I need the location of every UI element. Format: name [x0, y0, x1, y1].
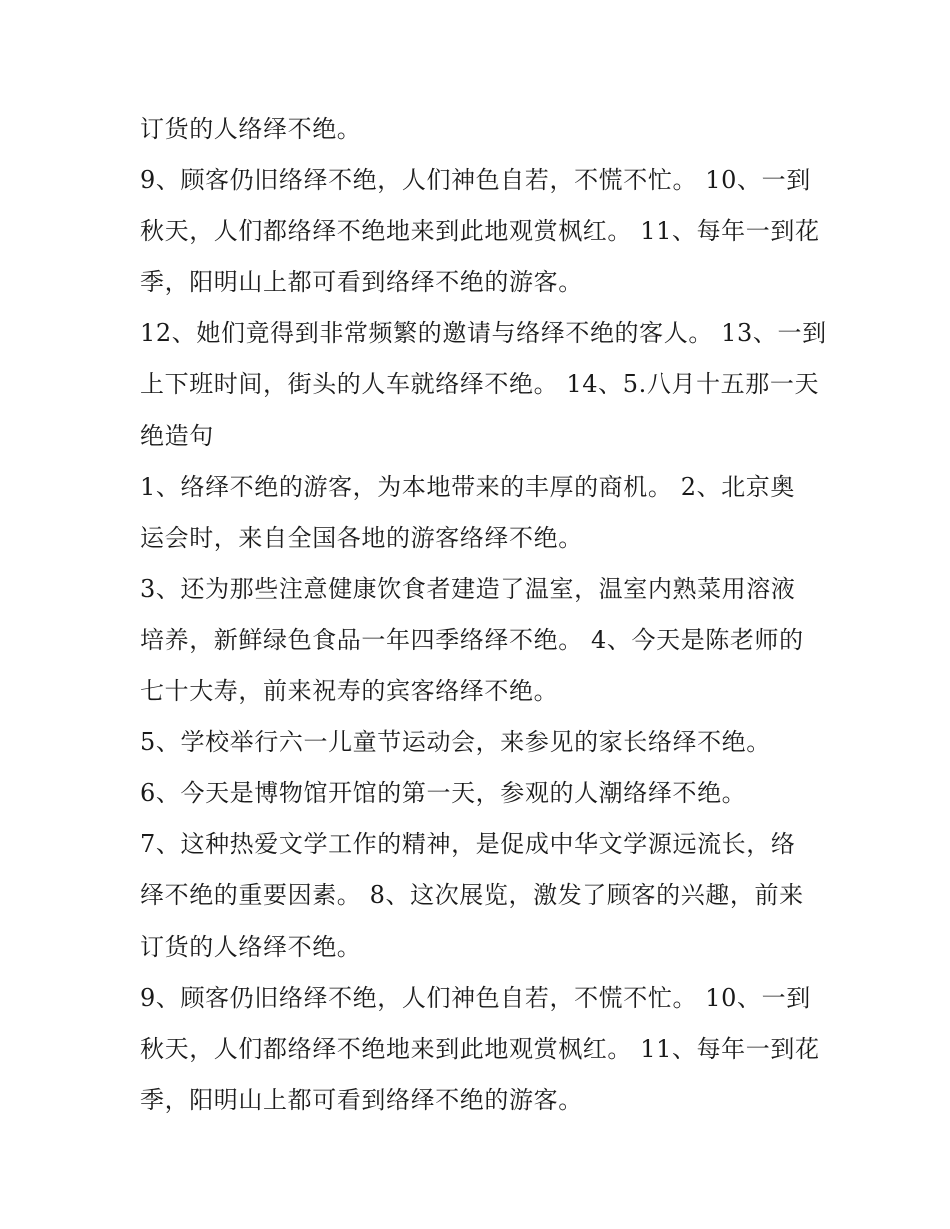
text-line: 5、学校举行六一儿童节运动会，来参见的家长络绎不绝。	[140, 728, 771, 757]
text-line: 季，阳明山上都可看到络绎不绝的游客。	[140, 268, 583, 297]
text-line: 7、这种热爱文学工作的精神，是促成中华文学源远流长，络	[140, 830, 796, 859]
text-line: 秋天，人们都络绎不绝地来到此地观赏枫红。 11、每年一到花	[140, 217, 820, 246]
text-line: 绝造句	[140, 421, 214, 450]
text-line: 培养，新鲜绿色食品一年四季络绎不绝。 4、今天是陈老师的	[140, 625, 804, 654]
text-line: 运会时，来自全国各地的游客络绎不绝。	[140, 523, 583, 552]
text-line: 订货的人络绎不绝。	[140, 115, 362, 143]
text-line: 上下班时间，街头的人车就络绎不绝。 14、5.八月十五那一天	[140, 370, 820, 399]
text-line: 12、她们竟得到非常频繁的邀请与络绎不绝的客人。 13、一到	[140, 319, 827, 348]
text-line: 订货的人络绎不绝。	[140, 932, 362, 961]
text-line: 秋天，人们都络绎不绝地来到此地观赏枫红。 11、每年一到花	[140, 1034, 820, 1063]
text-line: 季，阳明山上都可看到络绎不绝的游客。	[140, 1085, 583, 1114]
text-line: 9、顾客仍旧络绎不绝，人们神色自若，不慌不忙。 10、一到	[140, 983, 811, 1012]
text-line: 3、还为那些注意健康饮食者建造了温室，温室内熟菜用溶液	[140, 574, 796, 603]
text-line: 6、今天是博物馆开馆的第一天，参观的人潮络绎不绝。	[140, 779, 747, 808]
text-line: 绎不绝的重要因素。 8、这次展览，激发了顾客的兴趣，前来	[140, 881, 804, 910]
text-line: 1、络绎不绝的游客，为本地带来的丰厚的商机。 2、北京奥	[140, 472, 795, 501]
text-line: 七十大寿，前来祝寿的宾客络绎不绝。	[140, 677, 559, 706]
text-line: 9、顾客仍旧络绎不绝，人们神色自若，不慌不忙。 10、一到	[140, 166, 811, 195]
document-body	[140, 104, 827, 1126]
